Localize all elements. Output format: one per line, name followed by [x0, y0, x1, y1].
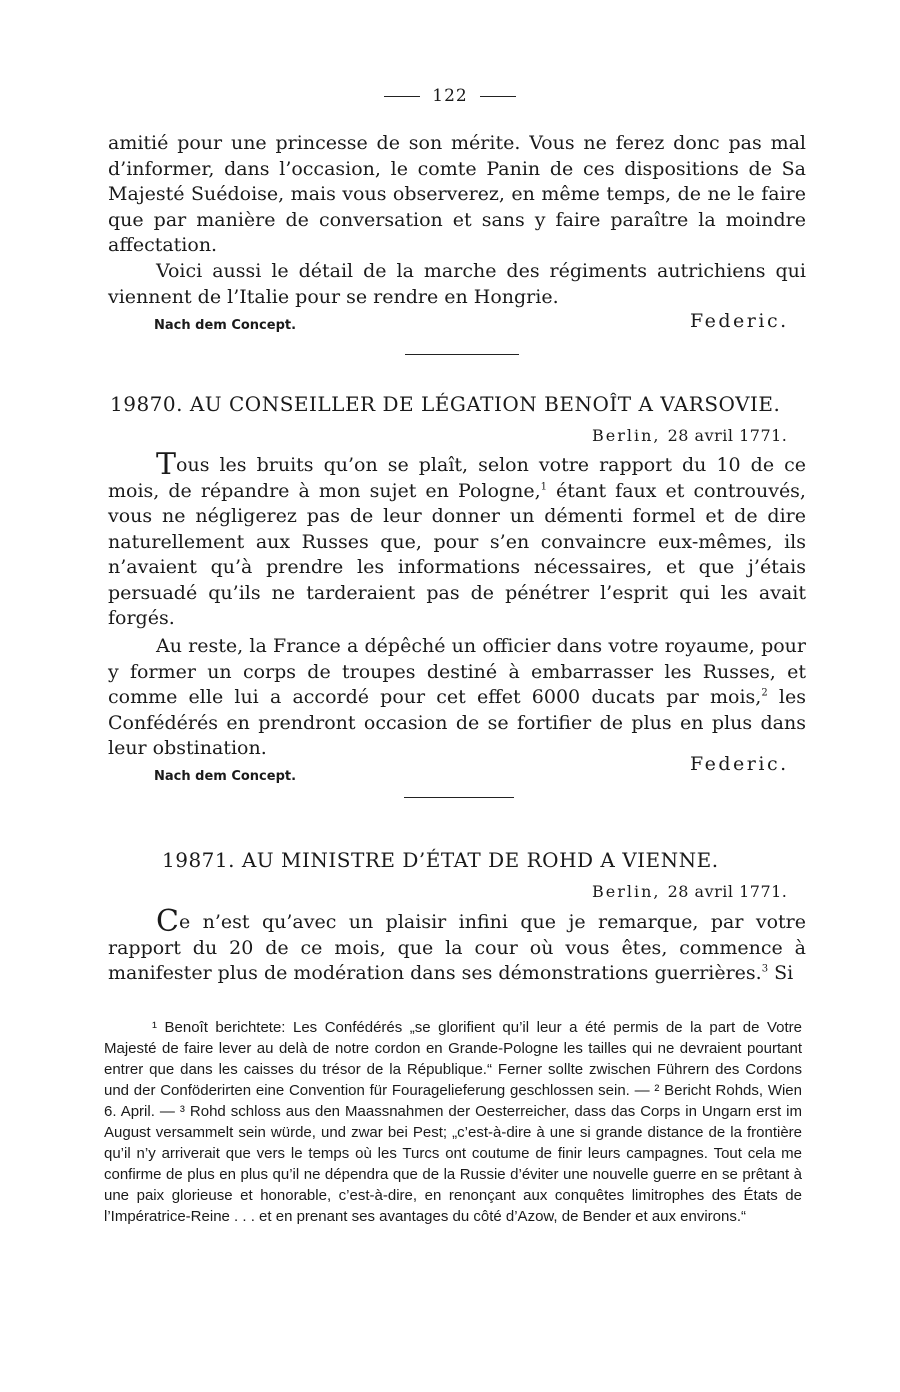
footnote-ref: 3 — [761, 963, 769, 975]
header-dash-left — [384, 96, 420, 97]
dateline — [592, 882, 787, 901]
letter-paragraph — [108, 904, 806, 987]
letter-text-cont: étant faux et controuvés, vous ne négligerez pas de leur donner un démenti formel et de dire naturellement aux Russes que, pour s’en convaincre eux-mêmes, ils n’avaient qu’à prendre les informations nécessaires, et que j’étais persuadé qu’ils ne tarderaient pas de pénétrer l’esprit qui les avait forgés. — [108, 479, 806, 629]
letter-paragraph — [108, 447, 806, 632]
footnotes: ¹ Benoît berichtete: Les Confédérés „se glorifient qu’il leur a été permis de la part de Votre Majesté de faire lever au delà de notre cordon en Grande-Pologne les tailles qui ne devraient pourtant entrer que dans les caisses du trésor de la République.“ Ferner sollte zwischen Führern des Cordons und der Conföderirten eine Convention für Fouragelieferung geschlossen sein. — ² Bericht Rohds, Wien 6. April. — ³ Rohd schloss aus den Maassnahmen der Oesterreicher, dass das Corps in Ungarn erst im August versammelt sein würde, und zwar bei Pest; „c’est-à-dire à une si grande distance de la frontière qu’il n’y arriverait que vers le temps où les Turcs ont coutume de finir leurs campagnes. Tout cela me confirme de plus en plus qu’il ne dépendra que de la Russie d’éviter une nouvelle guerre en se prêtant à une paix glorieuse et honorable, c’est-à-dire, en renonçant aux conquêtes limitrophes des États de l’Impératrice-Reine . . . et en prenant ses avantages du côté d’Azow, de Bender et aux environs.“ — [104, 1019, 802, 1225]
dateline-place: Berlin, — [592, 426, 661, 445]
header-dash-right — [480, 96, 516, 97]
concept-note: Nach dem Concept. — [154, 318, 297, 333]
dateline-date: 28 avril 1771. — [667, 882, 788, 901]
dateline-date: 28 avril 1771. — [667, 426, 788, 445]
letter-text-cont: les Confédérés en prendront occasion de se fortifier de plus en plus dans leur obstination. — [108, 686, 806, 759]
drop-cap: C — [156, 904, 179, 939]
letter-title: 19871. AU MINISTRE D’ÉTAT DE ROHD A VIENNE. — [162, 848, 719, 872]
signature: Federic. — [690, 310, 789, 332]
dateline — [592, 426, 787, 445]
page-header — [0, 86, 900, 106]
footnote-ref: 2 — [761, 687, 768, 699]
letter-paragraph-2 — [108, 634, 806, 762]
page-number: 122 — [432, 86, 468, 106]
letter-title: 19870. AU CONSEILLER DE LÉGATION BENOÎT A VARSOVIE. — [110, 392, 781, 416]
continuation-paragraph-2: Voici aussi le détail de la marche des régiments autrichiens qui viennent de l’Italie pour se rendre en Hongrie. — [108, 260, 806, 308]
concept-note: Nach dem Concept. — [154, 769, 297, 784]
letter-text-cont: Si — [768, 962, 794, 984]
letter-text: e n’est qu’avec un plaisir infini que je remarque, par votre rapport du 20 de ce mois, que la cour où vous êtes, commence à manifester plus de modération dans ses démonstrations guerrières. — [108, 911, 806, 984]
dateline-place: Berlin, — [592, 882, 661, 901]
signature: Federic. — [690, 753, 789, 775]
section-divider — [404, 797, 514, 798]
section-divider — [405, 354, 519, 355]
drop-cap: T — [156, 447, 177, 482]
footnote-ref: 1 — [540, 481, 547, 493]
letter-text: Au reste, la France a dépêché un officier dans votre royaume, pour y former un corps de troupes destiné à embarrasser les Russes, et comme elle lui a accordé pour cet effet 6000 ducats par mois, — [108, 635, 806, 708]
letter-text: ous les bruits qu’on se plaît, selon votre rapport du 10 de ce mois, de répandre à mon sujet en Pologne, — [108, 454, 806, 502]
continuation-paragraph: amitié pour une princesse de son mérite. Vous ne ferez donc pas mal d’informer, dans l’occasion, le comte Panin de ces dispositions de Sa Majesté Suédoise, mais vous observerez, en même temps, de ne le faire que par manière de conversation et sans y faire paraître la moindre affectation. — [108, 132, 806, 256]
